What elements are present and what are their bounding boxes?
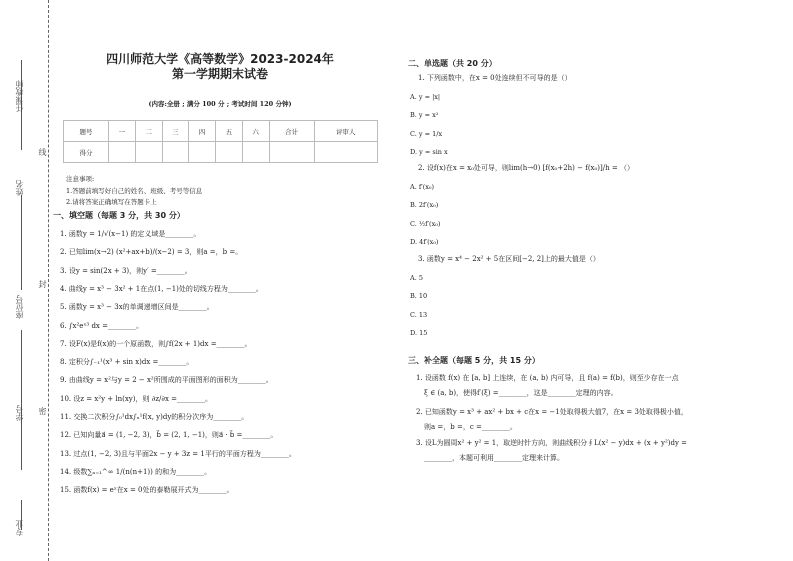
option-item: B. 2f′(x₀) xyxy=(410,201,439,210)
table-header: 三 xyxy=(162,121,189,142)
section-title: 一、填空题（每题 3 分，共 30 分） xyxy=(53,211,185,220)
question-item: 9. 由曲线y = x²与y = 2 − x²所围成的平面图形的面积为________。 xyxy=(60,376,273,385)
score-table xyxy=(63,120,378,163)
option-item: B. 10 xyxy=(410,292,428,301)
score-cell[interactable] xyxy=(314,142,377,163)
note-item: 1.答题前填写好自己的姓名、班级、考号等信息 xyxy=(66,187,203,195)
option-item: B. y = x² xyxy=(410,111,439,120)
note-item: 2.请将答案正确填写在答题卡上 xyxy=(66,198,157,206)
option-item: C. ½f′(x₀) xyxy=(410,219,441,228)
question-item: 3. 设L为圆周x² + y² = 1，取逆时针方向，则曲线积分∮L(x² − y)dx + (x + y²)dy = xyxy=(416,439,688,447)
seal-mark: 线 xyxy=(38,148,47,156)
question-item: 3. 设y = sin(2x + 3)，则y′ =________。 xyxy=(60,266,192,275)
row-label: 得分 xyxy=(64,142,109,163)
question-item: 6. ∫x²eˣ³ dx =________。 xyxy=(60,321,143,330)
seal-mark: 封 xyxy=(38,280,47,288)
divider xyxy=(21,330,22,470)
seal-mark: 密 xyxy=(38,407,47,415)
student-id-label: 学号 xyxy=(15,405,24,421)
question-stem: 2. 设f(x)在x = x₀处可导，则lim(h→0) [f(x₀+2h) − f(x₀)]/h = （） xyxy=(418,164,634,172)
name-label: 姓名 xyxy=(15,180,24,196)
score-cell[interactable] xyxy=(109,142,136,163)
score-cell[interactable] xyxy=(189,142,216,163)
score-cell[interactable] xyxy=(135,142,162,163)
table-header: 评审人 xyxy=(314,121,377,142)
table-header: 合计 xyxy=(269,121,314,142)
question-item: 4. 曲线y = x³ − 3x² + 1在点(1, −1)处的切线方程为________。 xyxy=(60,284,263,293)
question-item: 12. 已知向量a⃗ = (1, −2, 3)，b⃗ = (2, 1, −1)，则a⃗ · b⃗ =________。 xyxy=(60,431,278,440)
score-cell[interactable] xyxy=(242,142,269,163)
option-item: D. 15 xyxy=(410,328,428,337)
question-item: 11. 交换二次积分∫₀¹dx∫ₓ¹f(x, y)dy的积分次序为________。 xyxy=(60,413,249,421)
option-item: A. f′(x₀) xyxy=(410,183,435,191)
table-header: 五 xyxy=(216,121,243,142)
question-item: 2. 已知函数y = x³ + ax² + bx + c在x = −1处取得极大值7，在x = 3处取得极小值， xyxy=(416,408,688,416)
table-header: 二 xyxy=(135,121,162,142)
table-header: 六 xyxy=(242,121,269,142)
option-item: D. y = sin x xyxy=(410,147,448,156)
score-cell[interactable] xyxy=(216,142,243,163)
table-header: 一 xyxy=(109,121,136,142)
option-item: C. 13 xyxy=(410,310,428,319)
page-title: 四川师范大学《高等数学》2023-2024年 xyxy=(106,52,334,66)
question-item: 5. 函数y = x³ − 3x的单调递增区间是________。 xyxy=(60,303,214,312)
notes-title: 注意事项: xyxy=(66,175,95,183)
option-item: A. y = |x| xyxy=(410,93,441,101)
option-item: D. 4f′(x₀) xyxy=(410,237,439,246)
question-item: 10. 设z = x²y + ln(xy)，则 ∂z/∂x =________。 xyxy=(60,394,213,403)
teacher-label: 任课教师 xyxy=(15,80,24,112)
question-item: 1. 设函数 f(x) 在 [a, b] 上连续，在 (a, b) 内可导，且 f(a) = f(b)，则至少存在一点 xyxy=(416,374,679,382)
seat-number-label: 座位号 xyxy=(15,295,24,319)
question-item-continued: ________，本题可利用________定理来计算。 xyxy=(424,454,564,462)
exam-info: (内容:全册 ; 满分 100 分 ; 考试时间 120 分钟) xyxy=(148,100,292,108)
question-item: 2. 已知lim(x→2) (x²+ax+b)/(x−2) = 3，则a =，b =。 xyxy=(60,248,243,257)
question-item: 15. 函数f(x) = eˣ在x = 0处的泰勒展开式为________。 xyxy=(60,486,234,495)
table-header: 四 xyxy=(189,121,216,142)
divider xyxy=(21,195,22,290)
question-item: 7. 设F(x)是f(x)的一个原函数，则∫f(2x + 1)dx =________。 xyxy=(60,339,252,348)
section-title: 二、单选题（共 20 分） xyxy=(408,59,497,68)
table-header: 题号 xyxy=(64,121,109,142)
question-item: 1. 函数y = 1/√(x−1) 的定义域是________。 xyxy=(60,230,201,238)
page-title-line2: 第一学期期末试卷 xyxy=(171,67,268,81)
question-item: 14. 级数∑ₙ₌₁^∞ 1/(n(n+1)) 的和为________。 xyxy=(60,467,212,476)
section-title: 三、补全题（每题 5 分，共 15 分） xyxy=(408,356,540,365)
option-item: A. 5 xyxy=(410,274,423,282)
table-row xyxy=(64,121,378,142)
question-stem: 1. 下列函数中，在x = 0处连续但不可导的是（） xyxy=(418,74,572,82)
score-cell[interactable] xyxy=(269,142,314,163)
table-row xyxy=(64,142,378,163)
question-stem: 3. 函数y = x⁴ − 2x² + 5在区间[−2, 2]上的最大值是（） xyxy=(418,255,600,263)
score-cell[interactable] xyxy=(162,142,189,163)
question-item: 13. 过点(1, −2, 3)且与平面2x − y + 3z = 1平行的平面方程为________。 xyxy=(60,449,296,458)
option-item: C. y = 1/x xyxy=(410,129,443,138)
question-item: 8. 定积分∫₋₁¹(x³ + sin x)dx =________。 xyxy=(60,358,194,367)
major-label: 专业 xyxy=(15,520,24,536)
cut-line xyxy=(48,0,49,561)
question-item-continued: 则a =，b =，c =________。 xyxy=(424,423,517,431)
question-item-continued: ξ ∈ (a, b)，使得f′(ξ) =________，这是________定理的内容。 xyxy=(424,389,618,397)
